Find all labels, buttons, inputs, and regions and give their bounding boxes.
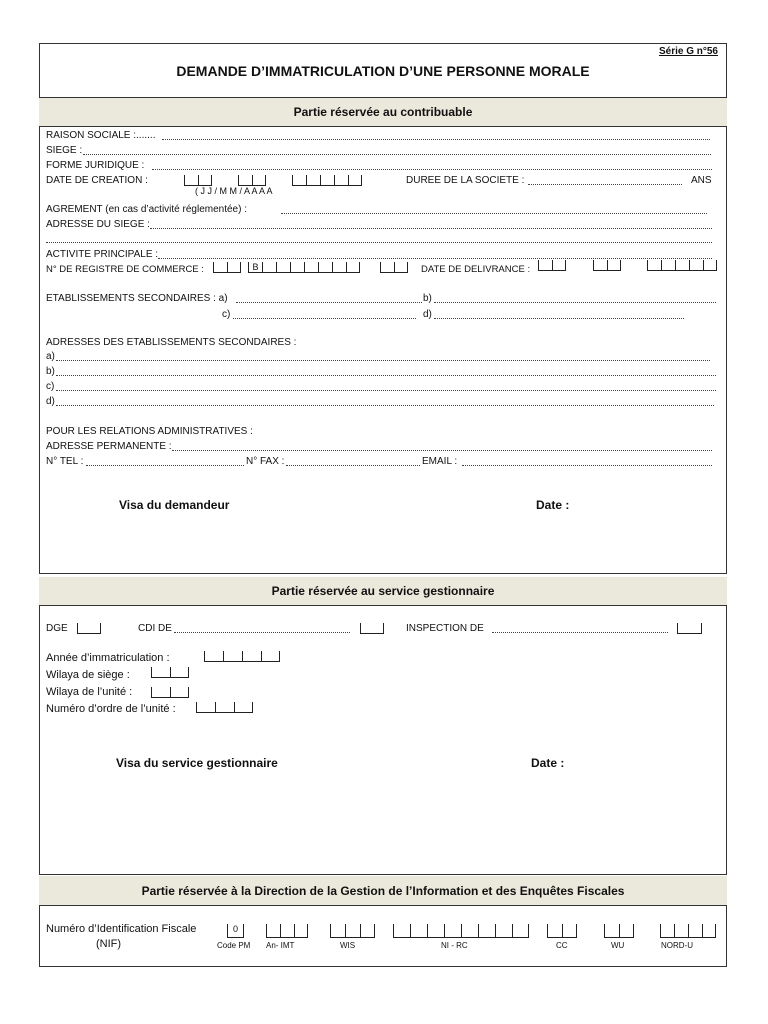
adresse-siege-field[interactable] bbox=[150, 228, 712, 229]
etab-d-label: d) bbox=[423, 309, 432, 320]
nif-an-imt-label: An- IMT bbox=[266, 941, 295, 950]
nif-cc-label: CC bbox=[556, 941, 568, 950]
visa-demandeur: Visa du demandeur bbox=[119, 498, 230, 512]
relations-label: POUR LES RELATIONS ADMINISTRATIVES : bbox=[46, 426, 253, 437]
addr-b-label: b) bbox=[46, 366, 55, 377]
cdi-label: CDI DE bbox=[138, 623, 172, 634]
page-title: DEMANDE D’IMMATRICULATION D’UNE PERSONNE MORALE bbox=[176, 63, 590, 79]
etab-sec-label: ETABLISSEMENTS SECONDAIRES : a) bbox=[46, 293, 228, 304]
date-creation-month[interactable] bbox=[238, 175, 266, 186]
wilaya-unite-boxes[interactable] bbox=[151, 687, 189, 698]
ans-label: ANS bbox=[691, 175, 712, 186]
wilaya-siege-label: Wilaya de siège : bbox=[46, 669, 130, 681]
date-delivrance-month[interactable] bbox=[593, 260, 621, 271]
etab-c-label: c) bbox=[222, 309, 231, 320]
numero-ordre-label: Numéro d’ordre de l’unité : bbox=[46, 703, 176, 715]
date-creation-day[interactable] bbox=[184, 175, 212, 186]
nif-wis-boxes[interactable] bbox=[330, 924, 375, 938]
nif-wu-label: WU bbox=[611, 941, 625, 950]
date-creation-sub: ( J J / M M / A A A A bbox=[195, 186, 273, 196]
addr-b-field[interactable] bbox=[56, 375, 716, 376]
annee-label: Année d’immatriculation : bbox=[46, 652, 170, 664]
duree-label: DUREE DE LA SOCIETE : bbox=[406, 175, 525, 186]
tel-field[interactable] bbox=[86, 465, 244, 466]
etab-b-field[interactable] bbox=[434, 302, 716, 303]
addr-d-field[interactable] bbox=[56, 405, 714, 406]
registre-boxes-2[interactable]: B bbox=[248, 262, 360, 273]
fax-field[interactable] bbox=[286, 465, 420, 466]
date-delivrance-day[interactable] bbox=[538, 260, 566, 271]
section1-title: Partie réservée au contribuable bbox=[39, 98, 727, 126]
addr-a-field[interactable] bbox=[56, 360, 710, 361]
nif-cc-boxes[interactable] bbox=[547, 924, 577, 938]
duree-field[interactable] bbox=[528, 184, 682, 185]
wilaya-unite-label: Wilaya de l’unité : bbox=[46, 686, 133, 698]
fax-label: N° FAX : bbox=[246, 456, 285, 467]
email-field[interactable] bbox=[462, 465, 712, 466]
section3-title: Partie réservée à la Direction de la Gestion de l’Information et des Enquêtes Fiscales bbox=[39, 876, 727, 905]
inspection-field[interactable] bbox=[492, 632, 668, 633]
cdi-field[interactable] bbox=[174, 632, 350, 633]
adresse-siege-label: ADRESSE DU SIEGE : bbox=[46, 219, 150, 230]
addr-a-label: a) bbox=[46, 351, 55, 362]
date-demandeur: Date : bbox=[536, 498, 570, 512]
forme-juridique-field[interactable] bbox=[152, 169, 712, 170]
dge-label: DGE bbox=[46, 623, 68, 634]
etab-d-field[interactable] bbox=[434, 318, 684, 319]
cdi-boxes[interactable] bbox=[360, 623, 384, 634]
addr-c-field[interactable] bbox=[56, 390, 716, 391]
section2-box bbox=[39, 605, 727, 875]
inspection-label: INSPECTION DE bbox=[406, 623, 484, 634]
date-service: Date : bbox=[531, 756, 565, 770]
addr-c-label: c) bbox=[46, 381, 55, 392]
agrement-label: AGREMENT (en cas d’activité réglementée) : bbox=[46, 204, 248, 215]
wilaya-siege-boxes[interactable] bbox=[151, 667, 189, 678]
addr-d-label: d) bbox=[46, 396, 55, 407]
agrement-field[interactable] bbox=[281, 213, 707, 214]
tel-label: N° TEL : bbox=[46, 456, 84, 467]
header-box bbox=[39, 43, 727, 98]
nif-wu-boxes[interactable] bbox=[604, 924, 634, 938]
activite-label: ACTIVITE PRINCIPALE : bbox=[46, 249, 159, 260]
etab-b-label: b) bbox=[423, 293, 432, 304]
registre-boxes-1[interactable] bbox=[213, 262, 241, 273]
nif-code-pm-label: Code PM bbox=[217, 941, 251, 950]
nif-label: Numéro d’Identification Fiscale bbox=[46, 923, 197, 935]
inspection-boxes[interactable] bbox=[677, 623, 702, 634]
nif-an-imt-boxes[interactable] bbox=[266, 924, 308, 938]
nif-ni-rc-boxes[interactable] bbox=[393, 924, 529, 938]
siege-field[interactable] bbox=[83, 154, 711, 155]
adresse-siege-field-2[interactable] bbox=[46, 242, 712, 243]
nif-code-pm-box[interactable]: 0 bbox=[227, 924, 244, 938]
annee-boxes[interactable] bbox=[204, 651, 280, 662]
registre-boxes-3[interactable] bbox=[380, 262, 408, 273]
nif-nord-u-label: NORD-U bbox=[661, 941, 693, 950]
numero-ordre-boxes[interactable] bbox=[196, 702, 253, 713]
registre-label: N° DE REGISTRE DE COMMERCE : bbox=[46, 264, 204, 275]
forme-juridique-label: FORME JURIDIQUE : bbox=[46, 160, 145, 171]
etab-c-field[interactable] bbox=[233, 318, 416, 319]
date-delivrance-label: DATE DE DELIVRANCE : bbox=[421, 264, 531, 275]
email-label: EMAIL : bbox=[422, 456, 458, 467]
date-creation-year[interactable] bbox=[292, 175, 362, 186]
siege-label: SIEGE : bbox=[46, 145, 83, 156]
section2-title: Partie réservée au service gestionnaire bbox=[39, 577, 727, 605]
adresses-etab-label: ADRESSES DES ETABLISSEMENTS SECONDAIRES : bbox=[46, 337, 297, 348]
date-delivrance-year[interactable] bbox=[647, 260, 717, 271]
nif-nord-u-boxes[interactable] bbox=[660, 924, 716, 938]
adresse-perm-field[interactable] bbox=[172, 450, 712, 451]
nif-wis-label: WIS bbox=[340, 941, 356, 950]
nif-abbr: (NIF) bbox=[96, 938, 122, 950]
raison-sociale-field[interactable] bbox=[162, 139, 710, 140]
visa-service: Visa du service gestionnaire bbox=[116, 756, 278, 770]
date-creation-label: DATE DE CREATION : bbox=[46, 175, 148, 186]
serie-label: Série G n°56 bbox=[658, 46, 718, 57]
adresse-perm-label: ADRESSE PERMANENTE : bbox=[46, 441, 172, 452]
etab-a-field[interactable] bbox=[236, 302, 422, 303]
nif-ni-rc-label: NI - RC bbox=[441, 941, 468, 950]
raison-sociale-label: RAISON SOCIALE :....... bbox=[46, 130, 156, 141]
activite-field[interactable] bbox=[158, 258, 712, 259]
dge-boxes[interactable] bbox=[77, 623, 101, 634]
